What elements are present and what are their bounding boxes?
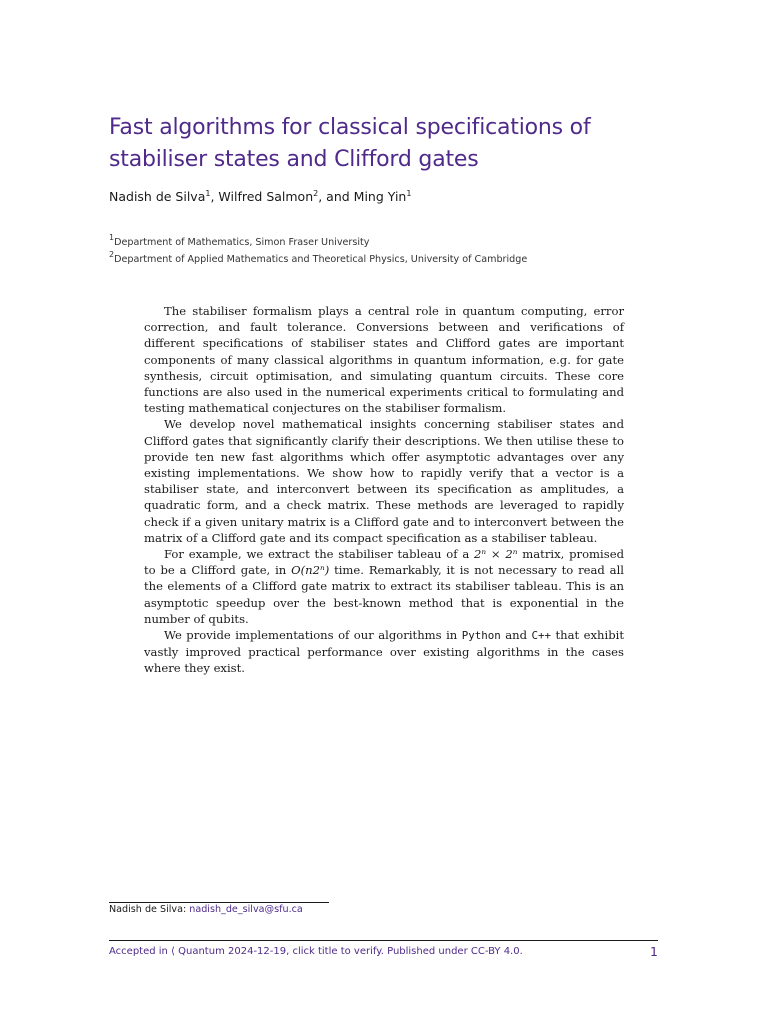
abstract-text: We provide implementations of our algorithms in bbox=[164, 628, 462, 643]
author-name: Nadish de Silva bbox=[109, 189, 206, 204]
author-separator: , bbox=[210, 189, 219, 204]
footnote-rule bbox=[109, 902, 329, 903]
abstract-text: time. Remarkably, it is not necessary to read all the elements of a Clifford gate matrix to extract its stabiliser tableau. This is an asymptotic speedup over the best-known method that is exponential in the number of qubits. bbox=[144, 563, 624, 626]
author-list bbox=[109, 189, 411, 204]
abstract-paragraph-4 bbox=[144, 627, 624, 677]
abstract-text: and bbox=[500, 628, 532, 643]
author-name: Wilfred Salmon bbox=[218, 189, 314, 204]
language-python: Python bbox=[461, 629, 501, 643]
affiliation-text: Department of Mathematics, Simon Fraser University bbox=[114, 237, 370, 248]
affiliation-2 bbox=[109, 250, 528, 265]
author-affiliation-mark: 2 bbox=[313, 189, 319, 198]
footnote bbox=[109, 904, 303, 915]
abstract-text: that exhibit vastly improved practical performance over existing algorithms in the cases where they exist. bbox=[144, 628, 624, 676]
author-affiliation-mark: 1 bbox=[406, 189, 412, 198]
math-complexity: O(n2ⁿ) bbox=[291, 563, 330, 578]
author-affiliation-mark: 1 bbox=[205, 189, 211, 198]
language-cpp: C++ bbox=[531, 629, 551, 643]
footer-rule bbox=[109, 940, 658, 941]
affiliation-1 bbox=[109, 233, 370, 248]
abstract-text: For example, we extract the stabiliser tableau of a bbox=[164, 547, 475, 562]
affiliation-text: Department of Applied Mathematics and Theoretical Physics, University of Cambridge bbox=[114, 254, 528, 265]
affiliation-number: 2 bbox=[109, 250, 115, 259]
footer-verify-link[interactable]: Accepted in ⟨ Quantum 2024-12-19, click title to verify. Published under CC-BY 4.0. bbox=[109, 946, 523, 957]
abstract bbox=[144, 303, 624, 677]
paper-title[interactable]: Fast algorithms for classical specifications of stabiliser states and Clifford gates bbox=[109, 115, 591, 172]
abstract-paragraph-3 bbox=[144, 546, 624, 627]
page-number: 1 bbox=[650, 944, 658, 959]
email-link[interactable]: nadish_de_silva@sfu.ca bbox=[189, 904, 303, 915]
footnote-label: Nadish de Silva: bbox=[109, 904, 190, 915]
affiliation-number: 1 bbox=[109, 233, 115, 242]
author-name: Ming Yin bbox=[353, 189, 407, 204]
abstract-text: matrix, promised to be a Clifford gate, in bbox=[144, 547, 624, 578]
author-separator: , and bbox=[318, 189, 354, 204]
abstract-paragraph-1: The stabiliser formalism plays a central role in quantum computing, error correction, and fault tolerance. Conversions between and verifications of different specifications of stabiliser states and Clifford gates are important components of many classical algorithms in quantum information, e.g. for gate synthesis, circuit optimisation, and simulating quantum circuits. These core functions are also used in the numerical experiments critical to formulating and testing mathematical conjectures on the stabiliser formalism. bbox=[144, 304, 624, 416]
math-matrix-size: 2ⁿ × 2ⁿ bbox=[474, 547, 518, 562]
abstract-paragraph-2: We develop novel mathematical insights concerning stabiliser states and Clifford gates that significantly clarify their descriptions. We then utilise these to provide ten new fast algorithms which offer asymptotic advantages over any existing implementations. We show how to rapidly verify that a vector is a stabiliser state, and interconvert between its specification as amplitudes, a quadratic form, and a check matrix. These methods are leveraged to rapidly check if a given unitary matrix is a Clifford gate and to interconvert between the matrix of a Clifford gate and its compact specification as a stabiliser tableau. bbox=[144, 417, 624, 545]
